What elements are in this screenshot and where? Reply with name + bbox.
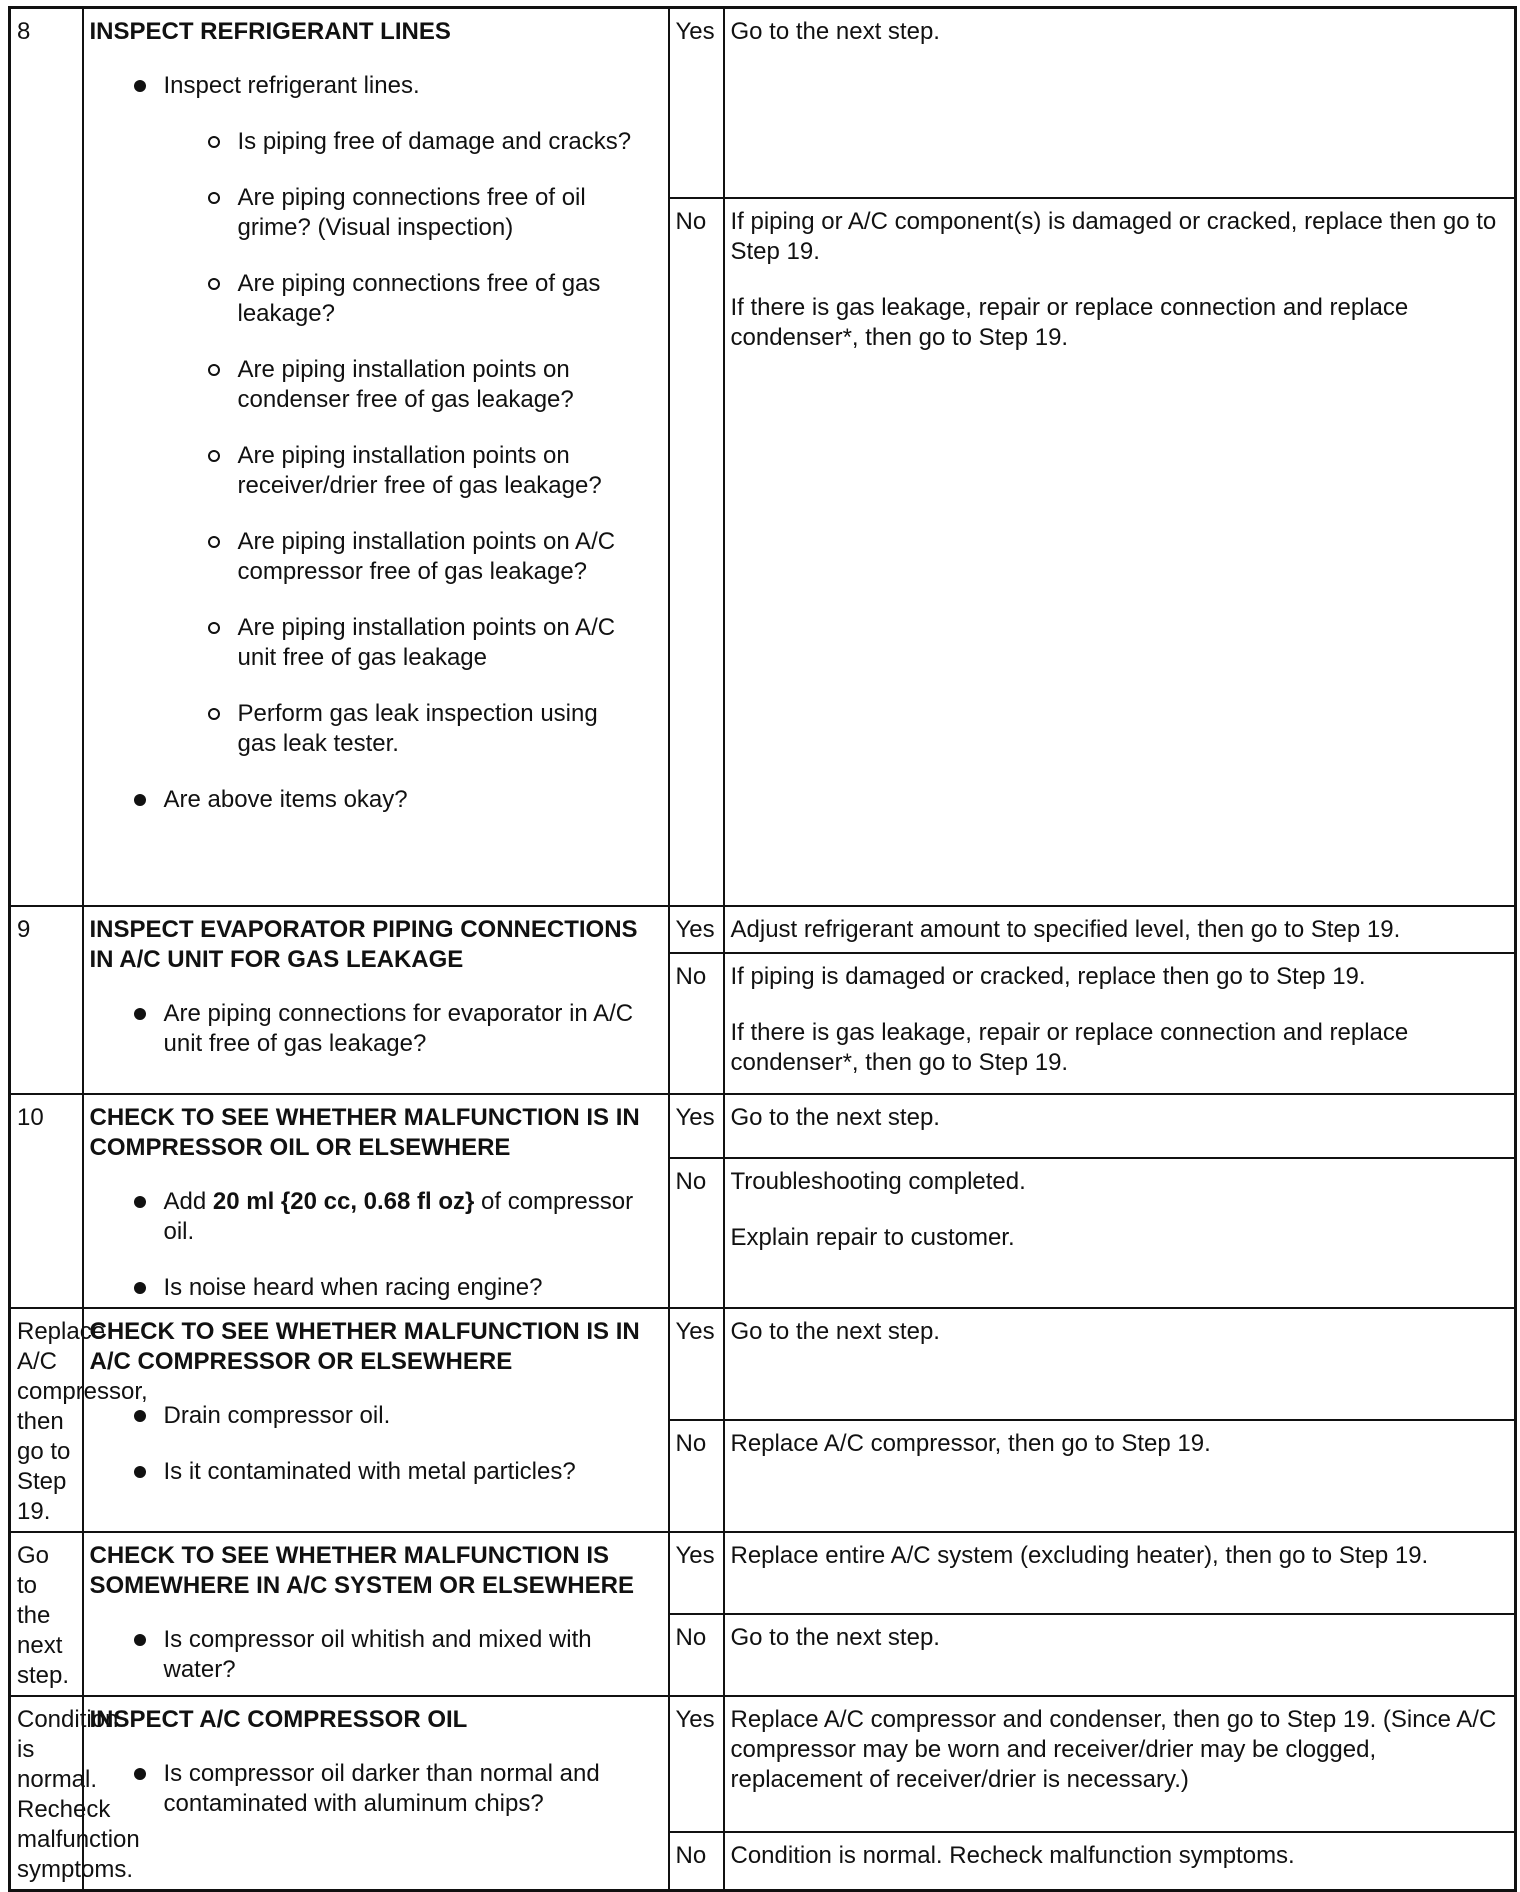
step-title: CHECK TO SEE WHETHER MALFUNCTION IS SOMEWHERE IN A/C SYSTEM OR ELSEWHERE — [89, 1541, 634, 1599]
bullet-item: Add 20 ml {20 cc, 0.68 fl oz} of compressor oil. — [164, 1187, 662, 1247]
sub-bullet-item: Perform gas leak inspection using gas leak tester. — [238, 699, 662, 759]
no-result: Condition is normal. Recheck malfunction symptoms. — [724, 1832, 1516, 1890]
result-paragraph: If piping is damaged or cracked, replace then go to Step 19. — [730, 962, 1366, 990]
step-number: 8 — [10, 8, 83, 906]
sub-bullet-item: Are piping installation points on receiver/drier free of gas leakage? — [238, 441, 662, 501]
step-number: 9 — [10, 906, 83, 1094]
yes-label: Yes — [669, 1532, 724, 1614]
bullet-item: Inspect refrigerant lines. Is piping free of damage and cracks? Are piping connections free of oil grime? (Visual inspection) Are piping connections free of gas leakage? Are piping installation points on condenser free of gas leakage? Are piping installation points on receiver/drier free of gas leakage? Are piping installation points on A/C compressor free of gas leakage? Are piping installation points on A/C unit free of gas leakage Perform gas leak inspection using gas leak tester. — [164, 71, 662, 759]
step-title: INSPECT REFRIGERANT LINES — [89, 18, 451, 45]
no-label: No — [669, 1832, 724, 1890]
step-10-yes-row — [10, 1094, 1516, 1158]
step-13-yes-row — [10, 1696, 1516, 1832]
step-8-yes-row — [10, 8, 1516, 198]
no-result — [724, 953, 1516, 1094]
yes-result: Go to the next step. — [724, 8, 1516, 198]
no-label: No — [669, 1420, 724, 1532]
result-paragraph: Explain repair to customer. — [730, 1223, 1015, 1251]
no-result — [724, 1158, 1516, 1308]
sub-bullet-item: Are piping installation points on condenser free of gas leakage? — [238, 355, 662, 415]
troubleshooting-table — [8, 6, 1517, 1892]
sub-bullet-item: Is piping free of damage and cracks? — [238, 127, 662, 157]
yes-label: Yes — [669, 1094, 724, 1158]
yes-result: Adjust refrigerant amount to specified level, then go to Step 19. — [724, 906, 1516, 953]
step-8-action — [83, 8, 669, 906]
bullet-item: Is compressor oil whitish and mixed with water? — [164, 1625, 662, 1685]
no-result: Replace A/C compressor, then go to Step 19. — [724, 1420, 1516, 1532]
bullet-item: Is noise heard when racing engine? — [164, 1273, 662, 1303]
step-title: CHECK TO SEE WHETHER MALFUNCTION IS IN A/C COMPRESSOR OR ELSEWHERE — [89, 1317, 640, 1375]
step-number: 10 — [10, 1094, 83, 1308]
step-title: INSPECT EVAPORATOR PIPING CONNECTIONS IN A/C UNIT FOR GAS LEAKAGE — [89, 915, 638, 973]
step-number: Condition is normal. Recheck malfunction symptoms. — [10, 1696, 83, 1891]
no-label: No — [669, 1158, 724, 1308]
step-12-yes-row — [10, 1532, 1516, 1614]
yes-label: Yes — [669, 1308, 724, 1420]
yes-result: Go to the next step. — [724, 1094, 1516, 1158]
bullet-item: Is compressor oil darker than normal and contaminated with aluminum chips? — [164, 1759, 662, 1819]
result-paragraph: If there is gas leakage, repair or replace connection and replace condenser*, then go to Step 19. — [730, 293, 1409, 351]
step-number: Replace A/C compressor, then go to Step 19. — [10, 1308, 83, 1532]
step-11-yes-row — [10, 1308, 1516, 1420]
no-result: Go to the next step. — [724, 1614, 1516, 1696]
step-title: INSPECT A/C COMPRESSOR OIL — [89, 1705, 468, 1733]
no-result — [724, 198, 1516, 906]
bullet-item: Is it contaminated with metal particles? — [164, 1457, 662, 1487]
step-9-yes-row — [10, 906, 1516, 953]
yes-label: Yes — [669, 1696, 724, 1832]
result-paragraph: If there is gas leakage, repair or replace connection and replace condenser*, then go to Step 19. — [730, 1018, 1409, 1076]
step-title: CHECK TO SEE WHETHER MALFUNCTION IS IN COMPRESSOR OIL OR ELSEWHERE — [89, 1103, 640, 1161]
bullet-item: Drain compressor oil. — [164, 1401, 662, 1431]
no-label: No — [669, 1614, 724, 1696]
step-12-action — [83, 1532, 669, 1696]
sub-bullet-item: Are piping connections free of oil grime? (Visual inspection) — [238, 183, 662, 243]
bullet-item: Are above items okay? — [164, 785, 662, 815]
no-label: No — [669, 953, 724, 1094]
result-paragraph: Troubleshooting completed. — [730, 1167, 1026, 1195]
step-10-action — [83, 1094, 669, 1308]
no-label: No — [669, 198, 724, 906]
yes-result: Replace A/C compressor and condenser, then go to Step 19. (Since A/C compressor may be worn and receiver/drier may be clogged, replacement of receiver/drier is necessary.) — [724, 1696, 1516, 1832]
yes-label: Yes — [669, 906, 724, 953]
yes-result: Replace entire A/C system (excluding heater), then go to Step 19. — [724, 1532, 1516, 1614]
sub-bullet-item: Are piping installation points on A/C unit free of gas leakage — [238, 613, 662, 673]
step-9-action — [83, 906, 669, 1094]
sub-bullet-item: Are piping connections free of gas leakage? — [238, 269, 662, 329]
yes-result: Go to the next step. — [724, 1308, 1516, 1420]
step-number: Go to the next step. — [10, 1532, 83, 1696]
yes-label: Yes — [669, 8, 724, 198]
sub-bullet-item: Are piping installation points on A/C compressor free of gas leakage? — [238, 527, 662, 587]
step-11-action — [83, 1308, 669, 1532]
step-13-action — [83, 1696, 669, 1891]
bullet-item: Are piping connections for evaporator in A/C unit free of gas leakage? — [164, 999, 662, 1059]
result-paragraph: If piping or A/C component(s) is damaged or cracked, replace then go to Step 19. — [730, 207, 1497, 265]
